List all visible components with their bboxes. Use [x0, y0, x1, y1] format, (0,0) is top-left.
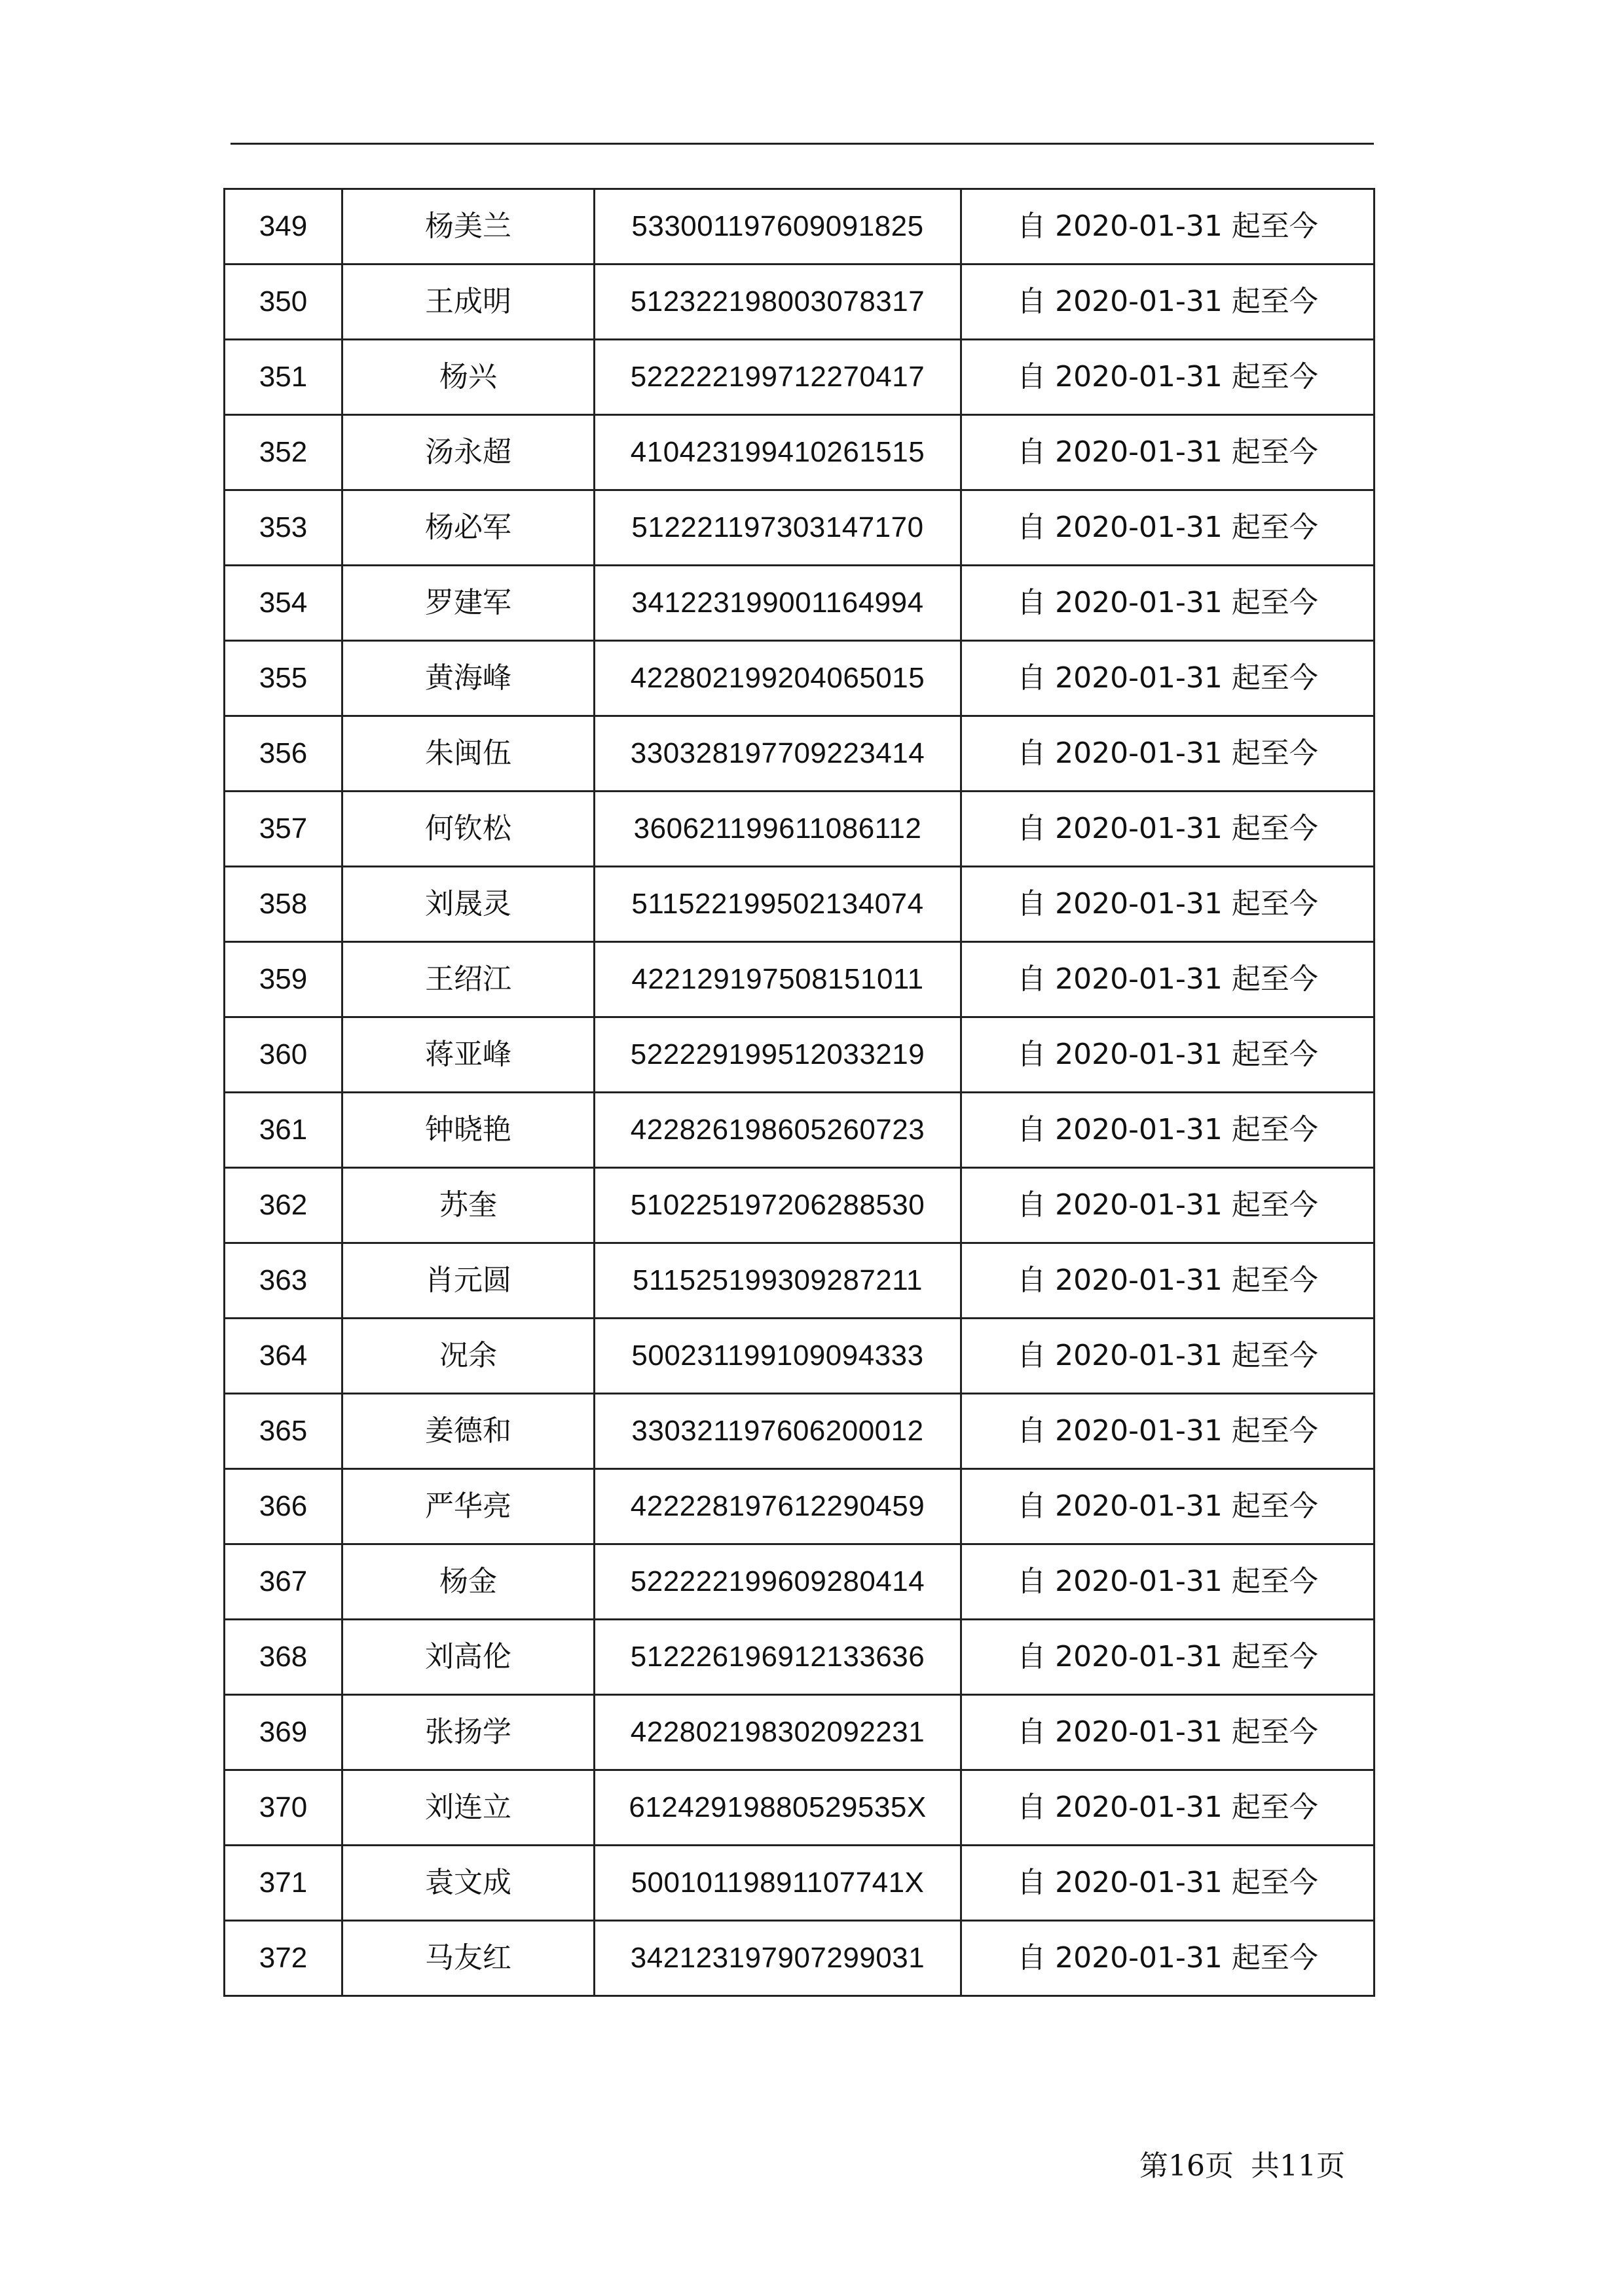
person-name-cell: 严华亮	[342, 1469, 595, 1544]
row-number-cell: 367	[225, 1544, 342, 1620]
person-name-cell: 刘连立	[342, 1770, 595, 1846]
period-cell: 自 2020-01-31 起至今	[961, 1319, 1375, 1394]
row-number-cell: 353	[225, 490, 342, 566]
period-cell: 自 2020-01-31 起至今	[961, 566, 1375, 641]
table-row	[225, 490, 1375, 566]
id-number-cell: 510225197206288530	[595, 1168, 961, 1243]
row-number-cell: 355	[225, 641, 342, 716]
id-number-cell: 512226196912133636	[595, 1620, 961, 1695]
period-cell: 自 2020-01-31 起至今	[961, 264, 1375, 340]
footer-total-unit: 页	[1316, 2149, 1345, 2183]
table-row	[225, 1319, 1375, 1394]
table-row	[225, 415, 1375, 490]
footer-page-current: 16	[1168, 2149, 1205, 2183]
row-number-cell: 365	[225, 1394, 342, 1469]
roster-table-body	[225, 189, 1375, 1996]
id-number-cell: 61242919880529535X	[595, 1770, 961, 1846]
roster-table	[223, 188, 1375, 1997]
id-number-cell: 511522199502134074	[595, 867, 961, 942]
period-cell: 自 2020-01-31 起至今	[961, 716, 1375, 792]
period-cell: 自 2020-01-31 起至今	[961, 1620, 1375, 1695]
row-number-cell: 350	[225, 264, 342, 340]
table-row	[225, 716, 1375, 792]
period-cell: 自 2020-01-31 起至今	[961, 1921, 1375, 1996]
row-number-cell: 359	[225, 942, 342, 1017]
row-number-cell: 366	[225, 1469, 342, 1544]
table-row	[225, 1846, 1375, 1921]
person-name-cell: 张扬学	[342, 1695, 595, 1770]
period-cell: 自 2020-01-31 起至今	[961, 189, 1375, 264]
person-name-cell: 苏奎	[342, 1168, 595, 1243]
person-name-cell: 况余	[342, 1319, 595, 1394]
period-cell: 自 2020-01-31 起至今	[961, 942, 1375, 1017]
period-cell: 自 2020-01-31 起至今	[961, 1469, 1375, 1544]
id-number-cell: 522222199609280414	[595, 1544, 961, 1620]
row-number-cell: 363	[225, 1243, 342, 1319]
table-row	[225, 1469, 1375, 1544]
period-cell: 自 2020-01-31 起至今	[961, 340, 1375, 415]
header-rule	[231, 143, 1374, 145]
person-name-cell: 蒋亚峰	[342, 1017, 595, 1093]
period-cell: 自 2020-01-31 起至今	[961, 415, 1375, 490]
id-number-cell: 342123197907299031	[595, 1921, 961, 1996]
person-name-cell: 肖元圆	[342, 1243, 595, 1319]
id-number-cell: 533001197609091825	[595, 189, 961, 264]
id-number-cell: 410423199410261515	[595, 415, 961, 490]
page-footer	[1139, 2142, 1414, 2184]
person-name-cell: 汤永超	[342, 415, 595, 490]
row-number-cell: 361	[225, 1093, 342, 1168]
row-number-cell: 357	[225, 792, 342, 867]
id-number-cell: 50010119891107741X	[595, 1846, 961, 1921]
person-name-cell: 杨必军	[342, 490, 595, 566]
id-number-cell: 360621199611086112	[595, 792, 961, 867]
person-name-cell: 刘晟灵	[342, 867, 595, 942]
period-cell: 自 2020-01-31 起至今	[961, 1168, 1375, 1243]
id-number-cell: 422129197508151011	[595, 942, 961, 1017]
footer-page-prefix: 第	[1139, 2149, 1168, 2183]
footer-page-unit: 页	[1205, 2149, 1234, 2183]
table-row	[225, 1544, 1375, 1620]
id-number-cell: 330321197606200012	[595, 1394, 961, 1469]
period-cell: 自 2020-01-31 起至今	[961, 1695, 1375, 1770]
period-cell: 自 2020-01-31 起至今	[961, 1394, 1375, 1469]
id-number-cell: 422802199204065015	[595, 641, 961, 716]
table-row	[225, 566, 1375, 641]
table-row	[225, 1921, 1375, 1996]
table-row	[225, 1168, 1375, 1243]
row-number-cell: 362	[225, 1168, 342, 1243]
person-name-cell: 钟晓艳	[342, 1093, 595, 1168]
person-name-cell: 袁文成	[342, 1846, 595, 1921]
id-number-cell: 341223199001164994	[595, 566, 961, 641]
footer-total-prefix: 共	[1251, 2149, 1280, 2183]
row-number-cell: 352	[225, 415, 342, 490]
period-cell: 自 2020-01-31 起至今	[961, 490, 1375, 566]
person-name-cell: 王绍江	[342, 942, 595, 1017]
table-row	[225, 264, 1375, 340]
row-number-cell: 358	[225, 867, 342, 942]
table-row	[225, 1770, 1375, 1846]
table-row	[225, 1394, 1375, 1469]
person-name-cell: 刘高伦	[342, 1620, 595, 1695]
period-cell: 自 2020-01-31 起至今	[961, 867, 1375, 942]
table-row	[225, 340, 1375, 415]
table-row	[225, 189, 1375, 264]
id-number-cell: 330328197709223414	[595, 716, 961, 792]
row-number-cell: 369	[225, 1695, 342, 1770]
table-row	[225, 1243, 1375, 1319]
period-cell: 自 2020-01-31 起至今	[961, 1243, 1375, 1319]
row-number-cell: 371	[225, 1846, 342, 1921]
person-name-cell: 何钦松	[342, 792, 595, 867]
row-number-cell: 351	[225, 340, 342, 415]
table-row	[225, 1620, 1375, 1695]
row-number-cell: 354	[225, 566, 342, 641]
period-cell: 自 2020-01-31 起至今	[961, 792, 1375, 867]
id-number-cell: 422802198302092231	[595, 1695, 961, 1770]
row-number-cell: 368	[225, 1620, 342, 1695]
id-number-cell: 511525199309287211	[595, 1243, 961, 1319]
period-cell: 自 2020-01-31 起至今	[961, 1544, 1375, 1620]
id-number-cell: 512322198003078317	[595, 264, 961, 340]
table-row	[225, 867, 1375, 942]
person-name-cell: 杨兴	[342, 340, 595, 415]
person-name-cell: 姜德和	[342, 1394, 595, 1469]
id-number-cell: 522222199712270417	[595, 340, 961, 415]
table-row	[225, 1093, 1375, 1168]
period-cell: 自 2020-01-31 起至今	[961, 1093, 1375, 1168]
id-number-cell: 422826198605260723	[595, 1093, 961, 1168]
row-number-cell: 364	[225, 1319, 342, 1394]
person-name-cell: 朱闽伍	[342, 716, 595, 792]
period-cell: 自 2020-01-31 起至今	[961, 1770, 1375, 1846]
person-name-cell: 王成明	[342, 264, 595, 340]
id-number-cell: 500231199109094333	[595, 1319, 961, 1394]
id-number-cell: 522229199512033219	[595, 1017, 961, 1093]
id-number-cell: 422228197612290459	[595, 1469, 961, 1544]
table-row	[225, 792, 1375, 867]
person-name-cell: 罗建军	[342, 566, 595, 641]
person-name-cell: 杨金	[342, 1544, 595, 1620]
table-row	[225, 1017, 1375, 1093]
row-number-cell: 360	[225, 1017, 342, 1093]
table-row	[225, 942, 1375, 1017]
row-number-cell: 370	[225, 1770, 342, 1846]
row-number-cell: 349	[225, 189, 342, 264]
person-name-cell: 马友红	[342, 1921, 595, 1996]
table-row	[225, 641, 1375, 716]
person-name-cell: 黄海峰	[342, 641, 595, 716]
row-number-cell: 372	[225, 1921, 342, 1996]
row-number-cell: 356	[225, 716, 342, 792]
footer-page-total: 11	[1280, 2149, 1316, 2183]
period-cell: 自 2020-01-31 起至今	[961, 1846, 1375, 1921]
period-cell: 自 2020-01-31 起至今	[961, 1017, 1375, 1093]
id-number-cell: 512221197303147170	[595, 490, 961, 566]
person-name-cell: 杨美兰	[342, 189, 595, 264]
period-cell: 自 2020-01-31 起至今	[961, 641, 1375, 716]
table-row	[225, 1695, 1375, 1770]
